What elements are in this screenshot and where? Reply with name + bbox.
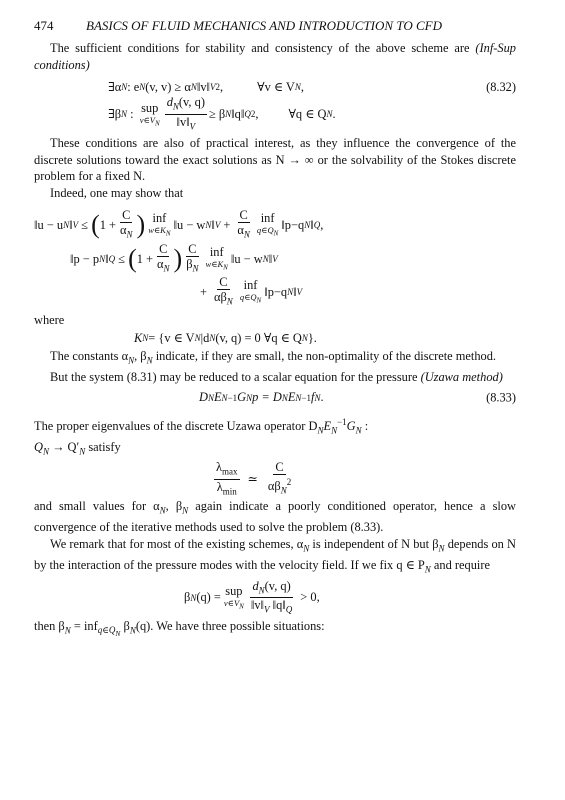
equation-number: (8.32) (486, 80, 516, 95)
paragraph-practical-interest: These conditions are also of practical interest, as they influence the convergence of the discrete solutions toward the exact solutions as N → ∞ or the solvability of the Stokes discrete problem for a fixed N. (34, 136, 516, 184)
paragraph-inf-sup: The sufficient conditions for stability and consistency of the above scheme are (Inf-Sup conditions) (34, 41, 516, 72)
paragraph-uzawa: But the system (8.31) may be reduced to a scalar equation for the pressure (Uzawa method) (50, 370, 503, 385)
paragraph-constants: The constants $\alpha_N$, $\beta_N$ indicate, if they are small, the non-optimality of the discrete method. (50, 349, 497, 366)
running-header (34, 18, 516, 34)
where-label: where (34, 312, 65, 327)
paragraph-situations: then $\beta_N = inf_{q\in Q_N}$ $\beta_N(q)$. We have three possible situations: (34, 618, 325, 639)
paragraph-small-values: and small values for $\alpha_N$, $\beta_N$ again indicate a poorly conditioned operator, hence a slow convergence of the iterative methods used to solve the problem (8.33). (34, 499, 516, 535)
page (34, 18, 516, 643)
equation-8-32: ∃α N : e N (v, v) ≥ α N ‖v‖ V 2 , ∀v ∈ V N , (8.32) ∃β N : sup $v\in V_N$ $\frac{d_N(v, q)}{‖v‖_V}$ ≥ β N ‖q‖ Q 2 , ∀q ∈ Q N . (108, 80, 516, 132)
running-title: BASICS OF FLUID MECHANICS AND INTRODUCTION TO CFD (86, 18, 442, 33)
paragraph-remark: We remark that for most of the existing schemes, $\alpha_N$ is independent of N but $\beta_N$ depends on N by the interaction of the pressure modes with the velocity field. If we fix q ∈ $P_N$ and require (34, 536, 516, 575)
equation-8-33: D N E N −1 G N p = D N E N −1 f N . (8.33) (199, 390, 516, 405)
paragraph-indeed: Indeed, one may show that (50, 185, 184, 200)
paragraph-eigenvalues: The proper eigenvalues of the discrete Uzawa operator $D_NE_N^{-1}G_N$ : $Q_N \to Q'_N$ satisfy (34, 416, 369, 457)
kernel-definition: K N = {v ∈ V N |d N (v, q) = 0 ∀q ∈ Q N }. (134, 330, 317, 346)
beta-q-definition: β N (q) = sup $v\in V_N$ $\frac{d_N(v, q)}{‖v‖_V ‖q‖_Q}$ > 0, (184, 578, 320, 615)
page-number: 474 (34, 18, 54, 33)
equation-number: (8.33) (486, 390, 516, 405)
condition-number-ratio: $\frac{\lambda_{max}}{\lambda_{min}}$ ≃ $\frac{C}{\alpha\beta_N^2}$ (216, 460, 292, 497)
error-estimates: ‖u − u N ‖ V ≤ ( 1 + $\frac{C}{\alpha_N}$ ) inf $w\in K_N$ ‖u − w N ‖ V + $\frac{C}{\alpha_N}$ inf $q\in Q_N$ ‖p−q N ‖ Q , ‖p − p N ‖ Q ≤ ( 1 + $\frac{C}{\alpha_N}$ ) $\frac{C}{\beta_N}$ inf $w\in K_N$ ‖u − w N ‖ V + $\frac{C}{\alpha\beta_N}$ inf $q\in Q_N$ ‖p−q N ‖ V (34, 207, 324, 307)
